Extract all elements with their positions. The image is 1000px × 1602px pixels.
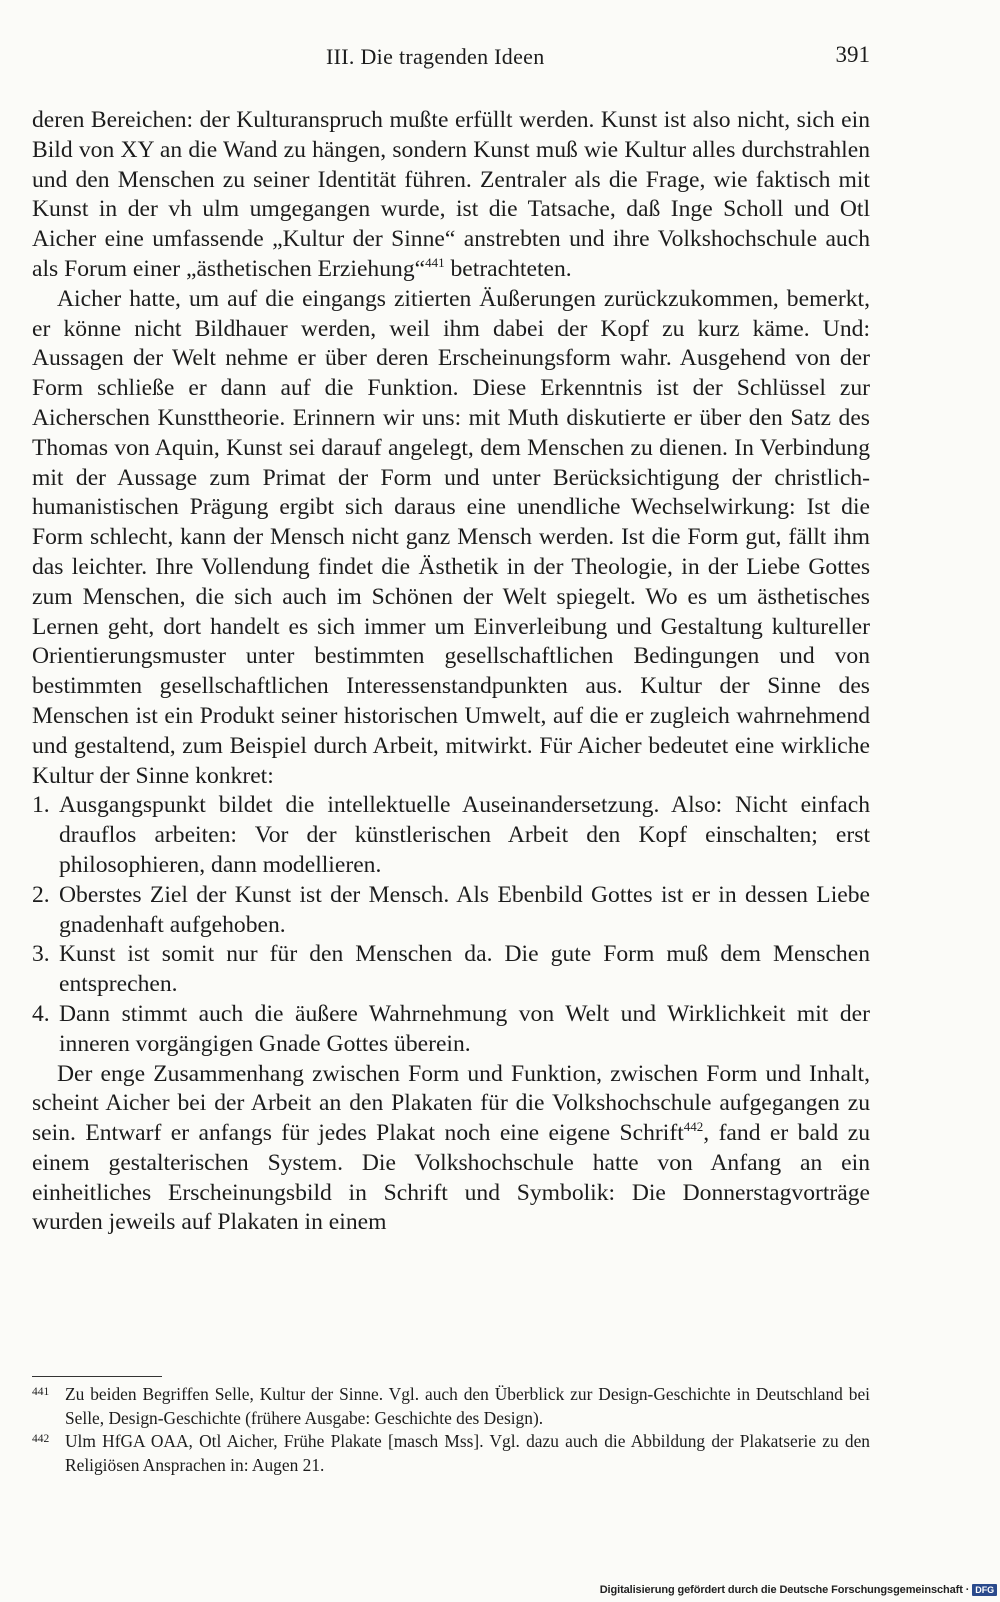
paragraph-3: Der enge Zusammenhang zwischen Form und Funktion, zwischen Form und Inhalt, scheint Aicher bei der Arbeit an den Plakaten für die Volkshochschule aufgegangen zu sein. Entwarf er anfangs für jedes Plakat noch eine eigene Schrift$^{442}$, fand er bald zu einem gestalterischen System. Die Volkshochschule hatte von Anfang an ein einheitliches Erscheinungsbild in Schrift und Symbolik: Die Donnerstagvorträge wurden jeweils auf Plakaten in einem [32, 1060, 870, 1236]
page-number: 391 [835, 42, 870, 67]
list-item: 4. Dann stimmt auch die äußere Wahrnehmung von Welt und Wirklichkeit mit der inneren vorgängigen Gnade Gottes überein. [32, 1000, 870, 1057]
footnote-ref-442[interactable]: 442 [683, 1119, 704, 1135]
list-item: 2. Oberstes Ziel der Kunst ist der Mensch. Als Ebenbild Gottes ist er in dessen Liebe gnadenhaft aufgehoben. [32, 881, 870, 938]
footnote-number: 441 [32, 1386, 50, 1398]
main-text [32, 106, 870, 1238]
footnote-441 [32, 1383, 870, 1430]
chapter-title: III. Die tragenden Ideen [326, 44, 545, 69]
dfg-logo-icon: DFG [972, 1584, 997, 1596]
footnote-text: Zu beiden Begriffen Selle, Kultur der Sinne. Vgl. auch den Überblick zur Design-Geschichte in Deutschland bei Selle, Design-Geschichte (frühere Ausgabe: Geschichte des Design). [65, 1384, 870, 1428]
numbered-list [32, 791, 870, 1059]
digitization-credit [600, 1581, 997, 1599]
footnote-divider [32, 1376, 162, 1377]
footnote-text: Ulm HfGA OAA, Otl Aicher, Frühe Plakate [masch Mss]. Vgl. dazu auch die Abbildung der Plakatserie zu den Religiösen Ansprachen in: Augen 21. [65, 1431, 870, 1475]
paragraph-1: deren Bereichen: der Kulturanspruch mußte erfüllt werden. Kunst ist also nicht, sich ein Bild von XY an die Wand zu hängen, sondern Kunst muß wie Kultur alles durchstrahlen und den Menschen zu seiner Identität führen. Zentraler als die Frage, wie faktisch mit Kunst in der vh ulm umgegangen wurde, ist die Tatsache, daß Inge Scholl und Otl Aicher eine umfassende „Kultur der Sinne“ anstrebten und ihre Volkshochschule auch als Forum einer „ästhetischen Erziehung“$^{441}$ betrachteten. [32, 107, 870, 282]
credit-text: Digitalisierung gefördert durch die Deutsche Forschungsgemeinschaft · [599, 1584, 970, 1596]
list-item: 3. Kunst ist somit nur für den Menschen da. Die gute Form muß dem Menschen entsprechen. [32, 941, 870, 998]
footnote-442 [32, 1430, 870, 1477]
list-item: 1. Ausgangspunkt bildet die intellektuelle Auseinandersetzung. Also: Nicht einfach drauflos arbeiten: Vor der künstlerischen Arbeit den Kopf einschalten; erst philosophieren, dann modellieren. [32, 792, 870, 878]
footnote-number: 442 [32, 1433, 50, 1446]
list-number: 4. [32, 1000, 50, 1027]
list-number: 1. [32, 792, 50, 819]
list-number: 2. [32, 881, 50, 908]
running-header [32, 40, 870, 74]
list-number: 3. [32, 941, 50, 968]
footnotes [32, 1383, 870, 1477]
footnote-ref-441[interactable]: 441 [425, 254, 445, 270]
paragraph-2: Aicher hatte, um auf die eingangs zitierten Äußerungen zurückzukommen, bemerkt, er könne nicht Bildhauer werden, weil ihm dabei der Kopf zu kurz käme. Und: Aussagen der Welt nehme er über deren Erscheinungsform wahr. Ausgehend von der Form schließe er dann auf die Funktion. Diese Erkenntnis ist der Schlüssel zur Aicherschen Kunsttheorie. Erinnern wir uns: mit Muth diskutierte er über den Satz des Thomas von Aquin, Kunst sei darauf angelegt, dem Menschen zu dienen. In Verbindung mit der Aussage zum Primat der Form und unter Berücksichtigung der christlich-humanistischen Prägung ergibt sich daraus eine unendliche Wechselwirkung: Ist die Form schlecht, kann der Mensch nicht ganz Mensch werden. Ist die Form gut, fällt ihm das leichter. Ihre Vollendung findet die Ästhetik in der Theologie, in der Liebe Gottes zum Menschen, die sich auch im Schönen der Welt spiegelt. Wo es um ästhetisches Lernen geht, dort handelt es sich immer um Einverleibung und Gestaltung kultureller Orientierungsmuster unter bestimmten gesellschaftlichen Bedingungen und von bestimmten gesellschaftlichen Interessenstandpunkten aus. Kultur der Sinne des Menschen ist ein Produkt seiner historischen Umwelt, auf die er zugleich wahrnehmend und gestaltend, zum Beispiel durch Arbeit, mitwirkt. Für Aicher bedeutet eine wirkliche Kultur der Sinne konkret: [32, 285, 870, 789]
